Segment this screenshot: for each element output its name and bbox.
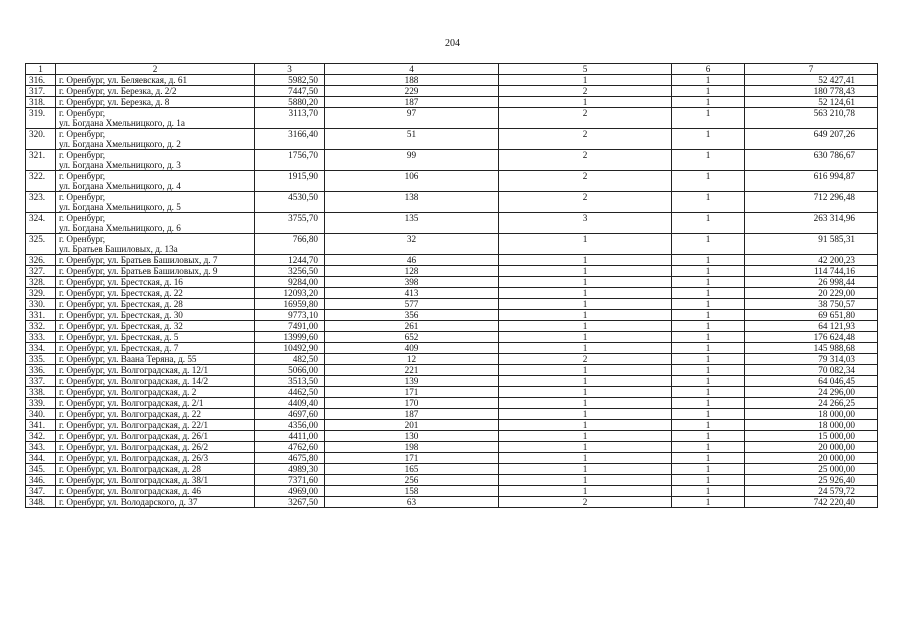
table-row — [26, 255, 878, 266]
count-cell: 12 — [325, 354, 499, 365]
flag-cell: 1 — [672, 266, 745, 277]
table-row — [26, 75, 878, 86]
row-number: 330. — [26, 299, 56, 310]
table-row — [26, 192, 878, 213]
amount-cell: 24 266,25 — [745, 398, 878, 409]
count-cell: 198 — [325, 442, 499, 453]
count-cell: 171 — [325, 387, 499, 398]
flag-cell: 1 — [672, 486, 745, 497]
row-number: 328. — [26, 277, 56, 288]
amount-cell: 24 296,00 — [745, 387, 878, 398]
address-cell: г. Оренбург, ул. Волгоградская, д. 38/1 — [56, 475, 255, 486]
row-number: 329. — [26, 288, 56, 299]
count-cell: 187 — [325, 97, 499, 108]
amount-cell: 616 994,87 — [745, 171, 878, 192]
count-cell: 201 — [325, 420, 499, 431]
row-number: 321. — [26, 150, 56, 171]
data-table — [25, 63, 878, 508]
table-row — [26, 387, 878, 398]
row-number: 335. — [26, 354, 56, 365]
category-cell: 1 — [499, 398, 672, 409]
address-cell: г. Оренбург, ул. Брестская, д. 32 — [56, 321, 255, 332]
area-cell: 3113,70 — [255, 108, 325, 129]
table-row — [26, 453, 878, 464]
table-row — [26, 365, 878, 376]
column-header: 4 — [325, 64, 499, 75]
area-cell: 4409,40 — [255, 398, 325, 409]
amount-cell: 42 200,23 — [745, 255, 878, 266]
area-cell: 7447,50 — [255, 86, 325, 97]
count-cell: 171 — [325, 453, 499, 464]
category-cell: 1 — [499, 376, 672, 387]
category-cell: 1 — [499, 453, 672, 464]
amount-cell: 15 000,00 — [745, 431, 878, 442]
address-cell: г. Оренбург, ул. Березка, д. 8 — [56, 97, 255, 108]
area-cell: 482,50 — [255, 354, 325, 365]
area-cell: 5066,00 — [255, 365, 325, 376]
category-cell: 2 — [499, 86, 672, 97]
count-cell: 138 — [325, 192, 499, 213]
address-cell: г. Оренбург, ул. Волгоградская, д. 26/2 — [56, 442, 255, 453]
count-cell: 46 — [325, 255, 499, 266]
table-row — [26, 464, 878, 475]
area-cell: 1915,90 — [255, 171, 325, 192]
area-cell: 1756,70 — [255, 150, 325, 171]
flag-cell: 1 — [672, 288, 745, 299]
category-cell: 1 — [499, 420, 672, 431]
count-cell: 229 — [325, 86, 499, 97]
address-cell: г. Оренбург, ул. Братьев Башиловых, д. 13а — [56, 234, 255, 255]
area-cell: 7371,60 — [255, 475, 325, 486]
address-cell: г. Оренбург, ул. Брестская, д. 5 — [56, 332, 255, 343]
category-cell: 1 — [499, 332, 672, 343]
table-row — [26, 266, 878, 277]
amount-cell: 91 585,31 — [745, 234, 878, 255]
flag-cell: 1 — [672, 376, 745, 387]
flag-cell: 1 — [672, 234, 745, 255]
flag-cell: 1 — [672, 332, 745, 343]
flag-cell: 1 — [672, 299, 745, 310]
row-number: 333. — [26, 332, 56, 343]
area-cell: 9773,10 — [255, 310, 325, 321]
row-number: 344. — [26, 453, 56, 464]
flag-cell: 1 — [672, 171, 745, 192]
area-cell: 3166,40 — [255, 129, 325, 150]
area-cell: 1244,70 — [255, 255, 325, 266]
count-cell: 652 — [325, 332, 499, 343]
address-cell: г. Оренбург, ул. Богдана Хмельницкого, д. 6 — [56, 213, 255, 234]
address-cell: г. Оренбург, ул. Беляевская, д. 61 — [56, 75, 255, 86]
category-cell: 1 — [499, 97, 672, 108]
flag-cell: 1 — [672, 431, 745, 442]
address-cell: г. Оренбург, ул. Брестская, д. 22 — [56, 288, 255, 299]
amount-cell: 145 988,68 — [745, 343, 878, 354]
row-number: 342. — [26, 431, 56, 442]
count-cell: 97 — [325, 108, 499, 129]
table-row — [26, 213, 878, 234]
row-number: 340. — [26, 409, 56, 420]
count-cell: 165 — [325, 464, 499, 475]
flag-cell: 1 — [672, 453, 745, 464]
flag-cell: 1 — [672, 255, 745, 266]
table-row — [26, 97, 878, 108]
address-cell: г. Оренбург, ул. Волгоградская, д. 26/3 — [56, 453, 255, 464]
count-cell: 187 — [325, 409, 499, 420]
category-cell: 1 — [499, 288, 672, 299]
flag-cell: 1 — [672, 86, 745, 97]
amount-cell: 742 220,40 — [745, 497, 878, 508]
table-row — [26, 431, 878, 442]
area-cell: 4697,60 — [255, 409, 325, 420]
table-row — [26, 150, 878, 171]
area-cell: 12093,20 — [255, 288, 325, 299]
flag-cell: 1 — [672, 409, 745, 420]
amount-cell: 18 000,00 — [745, 409, 878, 420]
amount-cell: 52 427,41 — [745, 75, 878, 86]
table-row — [26, 86, 878, 97]
count-cell: 135 — [325, 213, 499, 234]
area-cell: 4989,30 — [255, 464, 325, 475]
category-cell: 1 — [499, 310, 672, 321]
area-cell: 3755,70 — [255, 213, 325, 234]
count-cell: 128 — [325, 266, 499, 277]
category-cell: 1 — [499, 343, 672, 354]
row-number: 319. — [26, 108, 56, 129]
category-cell: 1 — [499, 442, 672, 453]
category-cell: 1 — [499, 486, 672, 497]
count-cell: 130 — [325, 431, 499, 442]
table-row — [26, 354, 878, 365]
category-cell: 1 — [499, 321, 672, 332]
category-cell: 2 — [499, 171, 672, 192]
address-cell: г. Оренбург, ул. Богдана Хмельницкого, д. 2 — [56, 129, 255, 150]
count-cell: 158 — [325, 486, 499, 497]
row-number: 336. — [26, 365, 56, 376]
count-cell: 188 — [325, 75, 499, 86]
category-cell: 1 — [499, 387, 672, 398]
address-cell: г. Оренбург, ул. Березка, д. 2/2 — [56, 86, 255, 97]
flag-cell: 1 — [672, 129, 745, 150]
table-row — [26, 398, 878, 409]
count-cell: 256 — [325, 475, 499, 486]
address-cell: г. Оренбург, ул. Волгоградская, д. 46 — [56, 486, 255, 497]
amount-cell: 180 778,43 — [745, 86, 878, 97]
table-row — [26, 343, 878, 354]
flag-cell: 1 — [672, 420, 745, 431]
row-number: 324. — [26, 213, 56, 234]
row-number: 347. — [26, 486, 56, 497]
category-cell: 2 — [499, 192, 672, 213]
amount-cell: 70 082,34 — [745, 365, 878, 376]
flag-cell: 1 — [672, 343, 745, 354]
amount-cell: 20 000,00 — [745, 453, 878, 464]
amount-cell: 630 786,67 — [745, 150, 878, 171]
row-number: 316. — [26, 75, 56, 86]
column-header: 3 — [255, 64, 325, 75]
address-cell: г. Оренбург, ул. Брестская, д. 28 — [56, 299, 255, 310]
table-row — [26, 475, 878, 486]
column-header: 2 — [56, 64, 255, 75]
address-cell: г. Оренбург, ул. Братьев Башиловых, д. 7 — [56, 255, 255, 266]
count-cell: 398 — [325, 277, 499, 288]
amount-cell: 26 998,44 — [745, 277, 878, 288]
flag-cell: 1 — [672, 150, 745, 171]
row-number: 332. — [26, 321, 56, 332]
count-cell: 106 — [325, 171, 499, 192]
area-cell: 4356,00 — [255, 420, 325, 431]
category-cell: 3 — [499, 213, 672, 234]
amount-cell: 114 744,16 — [745, 266, 878, 277]
category-cell: 2 — [499, 354, 672, 365]
amount-cell: 52 124,61 — [745, 97, 878, 108]
amount-cell: 79 314,03 — [745, 354, 878, 365]
row-number: 348. — [26, 497, 56, 508]
table-row — [26, 321, 878, 332]
amount-cell: 649 207,26 — [745, 129, 878, 150]
area-cell: 766,80 — [255, 234, 325, 255]
count-cell: 221 — [325, 365, 499, 376]
address-cell: г. Оренбург, ул. Волгоградская, д. 2 — [56, 387, 255, 398]
address-cell: г. Оренбург, ул. Володарского, д. 37 — [56, 497, 255, 508]
table-row — [26, 288, 878, 299]
flag-cell: 1 — [672, 108, 745, 129]
amount-cell: 20 000,00 — [745, 442, 878, 453]
count-cell: 139 — [325, 376, 499, 387]
address-cell: г. Оренбург, ул. Ваана Теряна, д. 55 — [56, 354, 255, 365]
row-number: 317. — [26, 86, 56, 97]
address-cell: г. Оренбург, ул. Богдана Хмельницкого, д. 4 — [56, 171, 255, 192]
area-cell: 4530,50 — [255, 192, 325, 213]
table-row — [26, 409, 878, 420]
flag-cell: 1 — [672, 442, 745, 453]
count-cell: 99 — [325, 150, 499, 171]
amount-cell: 24 579,72 — [745, 486, 878, 497]
address-cell: г. Оренбург, ул. Богдана Хмельницкого, д. 3 — [56, 150, 255, 171]
area-cell: 5880,20 — [255, 97, 325, 108]
flag-cell: 1 — [672, 75, 745, 86]
amount-cell: 263 314,96 — [745, 213, 878, 234]
address-cell: г. Оренбург, ул. Богдана Хмельницкого, д. 5 — [56, 192, 255, 213]
area-cell: 9284,00 — [255, 277, 325, 288]
area-cell: 3256,50 — [255, 266, 325, 277]
table-row — [26, 171, 878, 192]
row-number: 327. — [26, 266, 56, 277]
address-cell: г. Оренбург, ул. Волгоградская, д. 12/1 — [56, 365, 255, 376]
category-cell: 1 — [499, 277, 672, 288]
flag-cell: 1 — [672, 475, 745, 486]
table-row — [26, 442, 878, 453]
row-number: 326. — [26, 255, 56, 266]
address-cell: г. Оренбург, ул. Волгоградская, д. 2/1 — [56, 398, 255, 409]
category-cell: 1 — [499, 409, 672, 420]
flag-cell: 1 — [672, 277, 745, 288]
amount-cell: 20 229,00 — [745, 288, 878, 299]
count-cell: 51 — [325, 129, 499, 150]
amount-cell: 563 210,78 — [745, 108, 878, 129]
amount-cell: 69 651,80 — [745, 310, 878, 321]
count-cell: 409 — [325, 343, 499, 354]
count-cell: 356 — [325, 310, 499, 321]
count-cell: 261 — [325, 321, 499, 332]
area-cell: 4762,60 — [255, 442, 325, 453]
amount-cell: 712 296,48 — [745, 192, 878, 213]
row-number: 318. — [26, 97, 56, 108]
address-cell: г. Оренбург, ул. Волгоградская, д. 14/2 — [56, 376, 255, 387]
flag-cell: 1 — [672, 321, 745, 332]
table-row — [26, 420, 878, 431]
amount-cell: 38 750,57 — [745, 299, 878, 310]
category-cell: 1 — [499, 431, 672, 442]
flag-cell: 1 — [672, 365, 745, 376]
category-cell: 2 — [499, 129, 672, 150]
flag-cell: 1 — [672, 497, 745, 508]
count-cell: 577 — [325, 299, 499, 310]
flag-cell: 1 — [672, 213, 745, 234]
area-cell: 5982,50 — [255, 75, 325, 86]
amount-cell: 64 046,45 — [745, 376, 878, 387]
count-cell: 63 — [325, 497, 499, 508]
amount-cell: 176 624,48 — [745, 332, 878, 343]
count-cell: 413 — [325, 288, 499, 299]
table-row — [26, 376, 878, 387]
address-cell: г. Оренбург, ул. Брестская, д. 30 — [56, 310, 255, 321]
row-number: 343. — [26, 442, 56, 453]
area-cell: 4675,80 — [255, 453, 325, 464]
category-cell: 1 — [499, 299, 672, 310]
address-cell: г. Оренбург, ул. Волгоградская, д. 28 — [56, 464, 255, 475]
table-row — [26, 108, 878, 129]
area-cell: 10492,90 — [255, 343, 325, 354]
area-cell: 4411,00 — [255, 431, 325, 442]
area-cell: 13999,60 — [255, 332, 325, 343]
area-cell: 16959,80 — [255, 299, 325, 310]
category-cell: 1 — [499, 475, 672, 486]
area-cell: 4462,50 — [255, 387, 325, 398]
table-row — [26, 234, 878, 255]
flag-cell: 1 — [672, 192, 745, 213]
table-row — [26, 486, 878, 497]
category-cell: 1 — [499, 266, 672, 277]
flag-cell: 1 — [672, 464, 745, 475]
area-cell: 3513,50 — [255, 376, 325, 387]
column-header: 1 — [26, 64, 56, 75]
flag-cell: 1 — [672, 97, 745, 108]
row-number: 345. — [26, 464, 56, 475]
count-cell: 32 — [325, 234, 499, 255]
count-cell: 170 — [325, 398, 499, 409]
address-cell: г. Оренбург, ул. Брестская, д. 16 — [56, 277, 255, 288]
table-row — [26, 310, 878, 321]
address-cell: г. Оренбург, ул. Волгоградская, д. 22 — [56, 409, 255, 420]
row-number: 325. — [26, 234, 56, 255]
area-cell: 7491,00 — [255, 321, 325, 332]
amount-cell: 18 000,00 — [745, 420, 878, 431]
table-row — [26, 497, 878, 508]
row-number: 339. — [26, 398, 56, 409]
category-cell: 2 — [499, 497, 672, 508]
row-number: 331. — [26, 310, 56, 321]
category-cell: 1 — [499, 464, 672, 475]
row-number: 341. — [26, 420, 56, 431]
category-cell: 2 — [499, 108, 672, 129]
category-cell: 1 — [499, 365, 672, 376]
row-number: 338. — [26, 387, 56, 398]
table-row — [26, 277, 878, 288]
row-number: 337. — [26, 376, 56, 387]
row-number: 346. — [26, 475, 56, 486]
header-row — [26, 64, 878, 75]
table-row — [26, 332, 878, 343]
row-number: 322. — [26, 171, 56, 192]
address-cell: г. Оренбург, ул. Братьев Башиловых, д. 9 — [56, 266, 255, 277]
area-cell: 4969,00 — [255, 486, 325, 497]
row-number: 323. — [26, 192, 56, 213]
amount-cell: 25 000,00 — [745, 464, 878, 475]
category-cell: 1 — [499, 234, 672, 255]
category-cell: 1 — [499, 255, 672, 266]
row-number: 320. — [26, 129, 56, 150]
table-row — [26, 299, 878, 310]
flag-cell: 1 — [672, 310, 745, 321]
category-cell: 1 — [499, 75, 672, 86]
column-header: 7 — [745, 64, 878, 75]
amount-cell: 25 926,40 — [745, 475, 878, 486]
flag-cell: 1 — [672, 354, 745, 365]
address-cell: г. Оренбург, ул. Волгоградская, д. 26/1 — [56, 431, 255, 442]
column-header: 6 — [672, 64, 745, 75]
amount-cell: 64 121,93 — [745, 321, 878, 332]
address-cell: г. Оренбург, ул. Волгоградская, д. 22/1 — [56, 420, 255, 431]
address-cell: г. Оренбург, ул. Богдана Хмельницкого, д. 1а — [56, 108, 255, 129]
area-cell: 3267,50 — [255, 497, 325, 508]
table-row — [26, 129, 878, 150]
column-header: 5 — [499, 64, 672, 75]
page-number: 204 — [445, 38, 460, 49]
row-number: 334. — [26, 343, 56, 354]
category-cell: 2 — [499, 150, 672, 171]
flag-cell: 1 — [672, 387, 745, 398]
flag-cell: 1 — [672, 398, 745, 409]
address-cell: г. Оренбург, ул. Брестская, д. 7 — [56, 343, 255, 354]
